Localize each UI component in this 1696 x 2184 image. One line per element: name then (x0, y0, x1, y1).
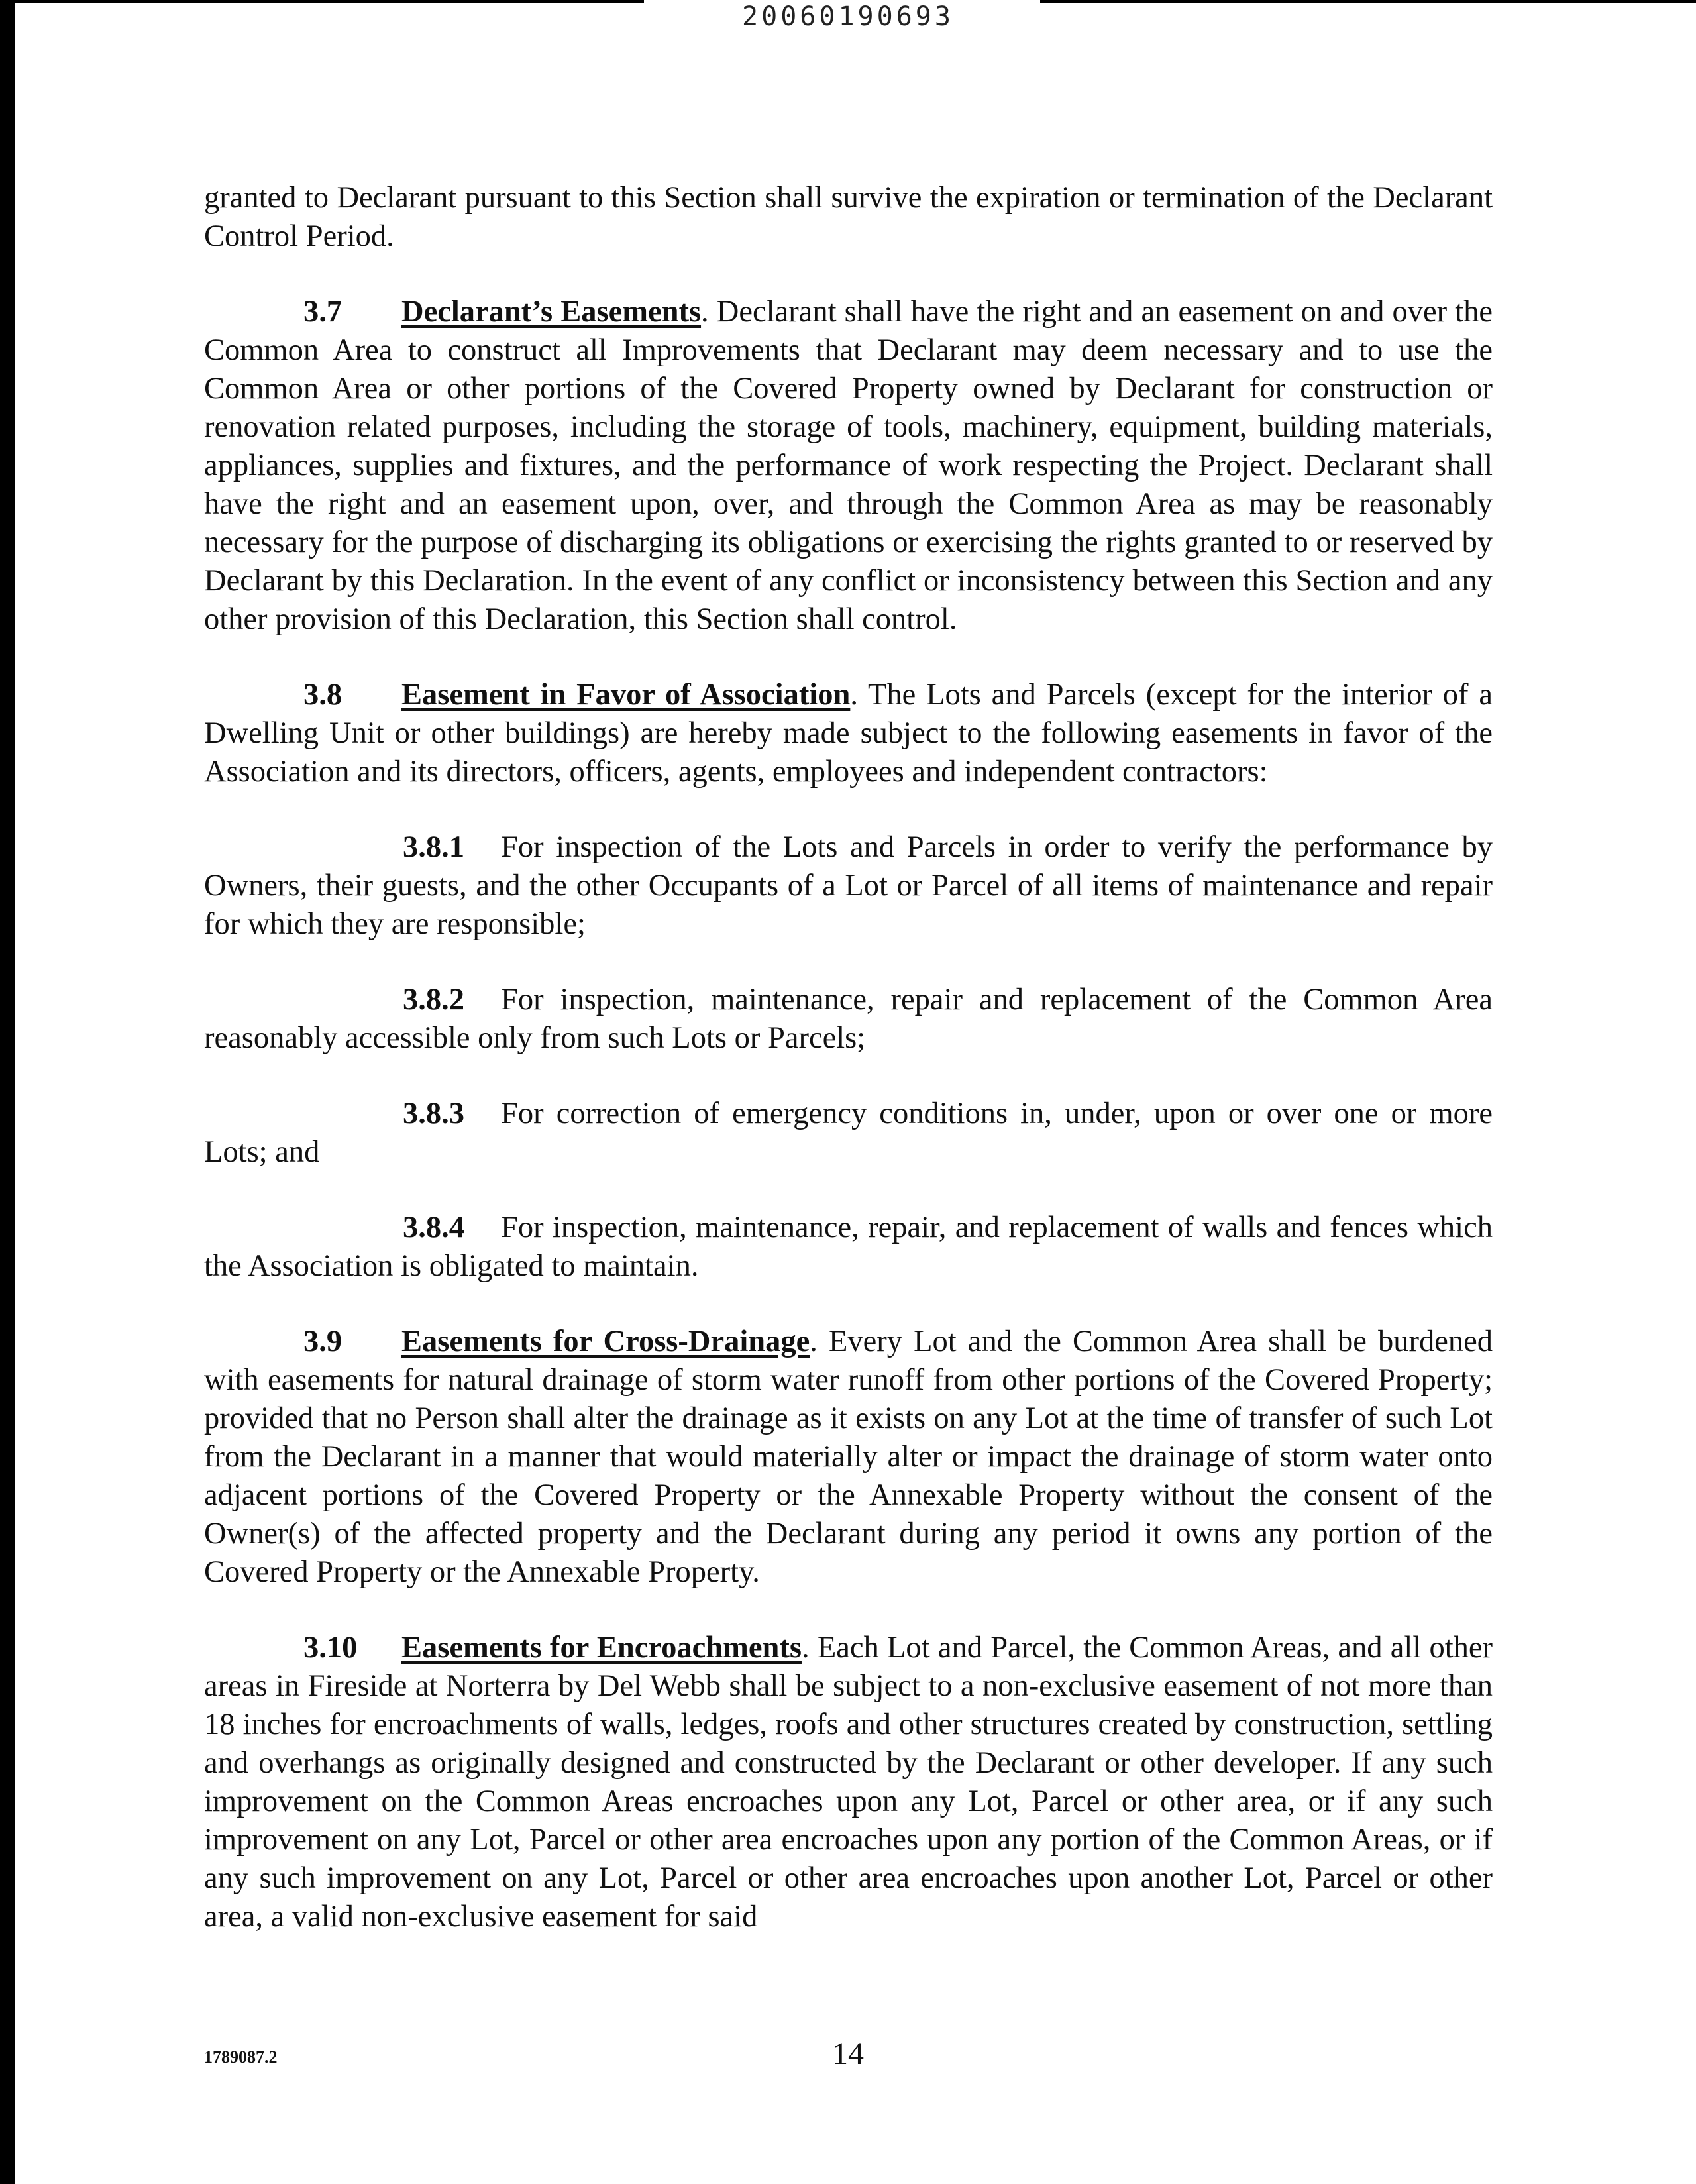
section-heading: Easements for Cross-Drainage (401, 1325, 810, 1358)
document-id: 1789087.2 (204, 2048, 278, 2067)
document-body (204, 179, 1493, 1973)
subsection-number: 3.8.3 (403, 1097, 464, 1130)
subsection-number: 3.8.1 (403, 830, 464, 864)
section-3-10 (204, 1629, 1493, 1936)
section-3-8-2 (204, 981, 1493, 1058)
section-text: . Every Lot and the Common Area shall be burdened with easements for natural drainage of storm water runoff from other portions of the Covered Property; provided that no Person shall alter the drainage as it exists on any Lot at the time of transfer of such Lot from the Declarant in a manner that would materially alter or impact the drainage of storm water onto adjacent portions of the Covered Property or the Annexable Property without the consent of the Owner(s) of the affected property and the Declarant during any period it owns any portion of the Covered Property or the Annexable Property. (204, 1325, 1493, 1589)
scan-left-edge (0, 0, 15, 2184)
section-number: 3.10 (303, 1631, 358, 1665)
page-number: 14 (832, 2036, 864, 2071)
section-3-8-3 (204, 1095, 1493, 1172)
subsection-text: For inspection, maintenance, repair, and replacement of walls and fences which the Association is obligated to maintain. (204, 1211, 1493, 1283)
section-3-8 (204, 676, 1493, 791)
section-heading: Declarant’s Easements (401, 295, 702, 329)
subsection-text: For inspection, maintenance, repair and replacement of the Common Area reasonably accessible only from such Lots or Parcels; (204, 983, 1493, 1055)
subsection-number: 3.8.2 (403, 983, 464, 1016)
section-number: 3.8 (303, 678, 343, 712)
section-3-8-4 (204, 1209, 1493, 1285)
section-3-8-1 (204, 828, 1493, 944)
continuation-paragraph: granted to Declarant pursuant to this Section shall survive the expiration or termination of the Declarant Control Period. (204, 181, 1493, 253)
section-text: . Each Lot and Parcel, the Common Areas, and all other areas in Fireside at Norterra by Del Webb shall be subject to a non-exclusive easement of not more than 18 inches for encroachments of walls, ledges, roofs and other structures created by construction, settling and overhangs as originally designed and constructed by the Declarant or other developer. If any such improvement on the Common Areas encroaches upon any Lot, Parcel or other area, or if any such improvement on any Lot, Parcel or other area encroaches upon any portion of the Common Areas, or if any such improvement on any Lot, Parcel or other area encroaches upon another Lot, Parcel or other area, a valid non-exclusive easement for said (204, 1631, 1493, 1934)
section-heading: Easement in Favor of Association (401, 678, 851, 712)
section-number: 3.7 (303, 295, 343, 329)
recording-number: 20060190693 (742, 1, 954, 32)
subsection-text: For correction of emergency conditions in, under, upon or over one or more Lots; and (204, 1097, 1493, 1169)
section-heading: Easements for Encroachments (401, 1631, 802, 1665)
section-text: . The Lots and Parcels (except for the interior of a Dwelling Unit or other buildings) are hereby made subject to the following easements in favor of the Association and its directors, officers, agents, employees and independent contractors: (204, 678, 1493, 789)
subsection-number: 3.8.4 (403, 1211, 464, 1244)
section-3-9 (204, 1323, 1493, 1592)
subsection-text: For inspection of the Lots and Parcels in order to verify the performance by Owners, their guests, and the other Occupants of a Lot or Parcel of all items of maintenance and repair for which they are responsible; (204, 830, 1493, 941)
section-3-7 (204, 293, 1493, 639)
section-text: . Declarant shall have the right and an easement on and over the Common Area to construct all Improvements that Declarant may deem necessary and to use the Common Area or other portions of the Covered Property owned by Declarant for construction or renovation related purposes, including the storage of tools, machinery, equipment, building materials, appliances, supplies and fixtures, and the performance of work respecting the Project. Declarant shall have the right and an easement upon, over, and through the Common Area as may be reasonably necessary for the purpose of discharging its obligations or exercising the rights granted to or reserved by Declarant by this Declaration. In the event of any conflict or inconsistency between this Section and any other provision of this Declaration, this Section shall control. (204, 295, 1493, 636)
section-number: 3.9 (303, 1325, 343, 1358)
